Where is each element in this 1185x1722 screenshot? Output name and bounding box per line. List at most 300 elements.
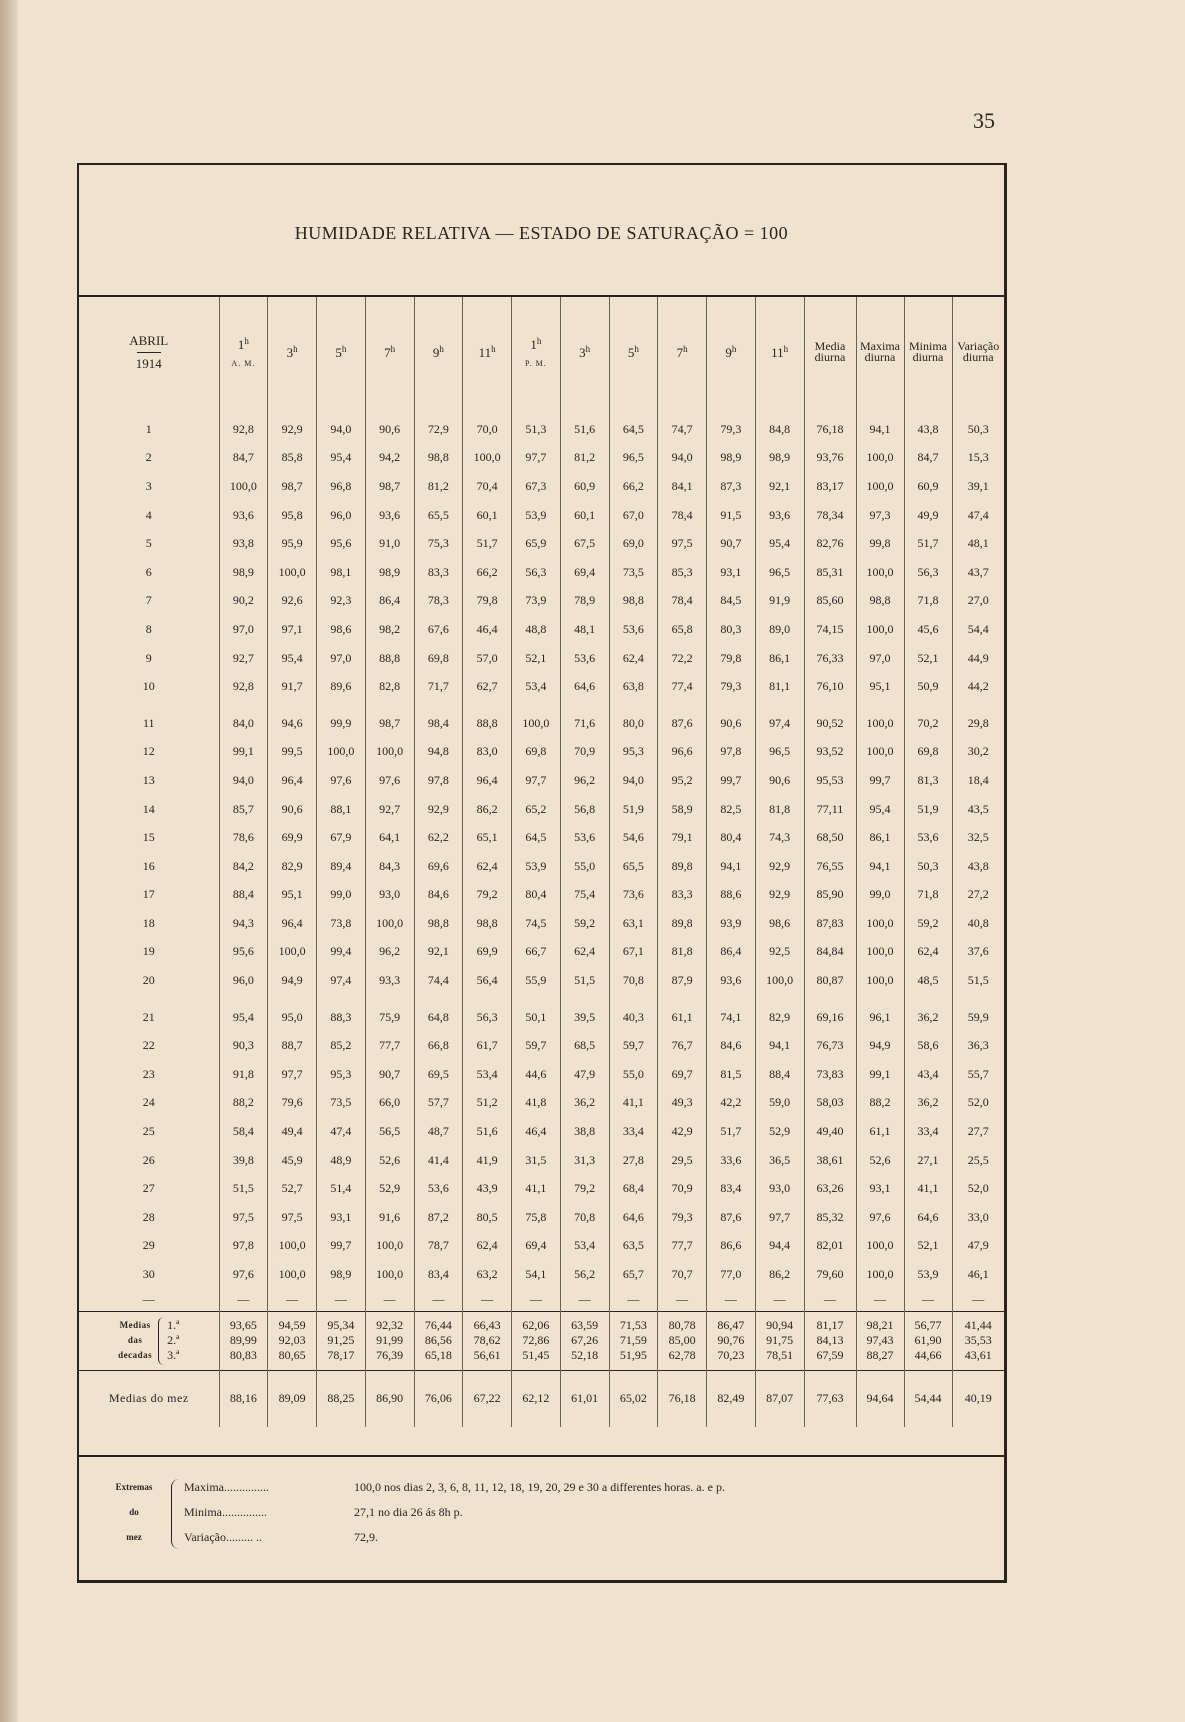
value-cell: 75,8	[512, 1203, 561, 1232]
value-cell: 93,0	[755, 1174, 804, 1203]
value-cell: 54,4	[952, 615, 1004, 644]
table-row	[79, 587, 1004, 616]
hour-header: 1$^h$ P. M.	[512, 297, 561, 407]
value-cell: 79,60	[804, 1260, 856, 1289]
value-cell: 71,8	[904, 881, 952, 910]
value-cell: 57,7	[414, 1089, 463, 1118]
value-cell: 27,0	[952, 587, 1004, 616]
value-cell: 47,9	[560, 1060, 609, 1089]
value-cell: 96,2	[560, 766, 609, 795]
value-cell: 90,6	[707, 709, 756, 738]
value-cell: 86,6	[707, 1232, 756, 1261]
value-cell: 82,76	[804, 529, 856, 558]
table-row	[79, 644, 1004, 673]
day-cell: 7	[145, 593, 152, 608]
value-cell: 95,4	[219, 1003, 268, 1032]
value-cell: 64,6	[560, 672, 609, 701]
value-cell: 92,7	[365, 795, 414, 824]
value-cell: 95,4	[755, 529, 804, 558]
value-cell: 100,0	[268, 1260, 317, 1289]
extrema-minima-value: 27,1 no dia 26 ás 8h p.	[354, 1505, 463, 1519]
value-cell: 73,8	[317, 909, 366, 938]
day-cell: 21	[142, 1009, 155, 1024]
value-cell: 81,3	[904, 766, 952, 795]
value-cell: 92,8	[219, 672, 268, 701]
value-cell: 100,0	[755, 966, 804, 995]
value-cell: 77,0	[707, 1260, 756, 1289]
value-cell: 69,8	[904, 738, 952, 767]
value-cell: 69,16	[804, 1003, 856, 1032]
value-cell: 41,8	[512, 1089, 561, 1118]
value-cell: 90,6	[268, 795, 317, 824]
value-cell: 45,6	[904, 615, 952, 644]
value-cell: 98,6	[317, 615, 366, 644]
value-cell: 61,1	[856, 1117, 904, 1146]
value-cell: 42,9	[658, 1117, 707, 1146]
value-cell: 53,4	[560, 1232, 609, 1261]
value-cell: 73,6	[609, 881, 658, 910]
value-cell: 66,8	[414, 1031, 463, 1060]
value-cell: 81,5	[707, 1060, 756, 1089]
value-cell: 59,9	[952, 1003, 1004, 1032]
value-cell: 85,8	[268, 444, 317, 473]
table-row	[79, 501, 1004, 530]
value-cell: 84,6	[707, 1031, 756, 1060]
value-cell: 59,7	[512, 1031, 561, 1060]
value-cell: 65,5	[609, 852, 658, 881]
value-cell: 62,4	[463, 852, 512, 881]
value-cell: 86,4	[365, 587, 414, 616]
value-cell: 86,2	[755, 1260, 804, 1289]
value-cell: 95,4	[856, 795, 904, 824]
value-cell: 51,9	[904, 795, 952, 824]
value-cell: 52,7	[268, 1174, 317, 1203]
value-cell: 79,1	[658, 823, 707, 852]
value-cell: 96,4	[268, 909, 317, 938]
mes-label: Medias do mez	[79, 1370, 219, 1427]
value-cell: 60,9	[560, 472, 609, 501]
value-cell: 100,0	[268, 558, 317, 587]
value-cell: 43,5	[952, 795, 1004, 824]
table-row	[79, 881, 1004, 910]
table-row	[79, 415, 1004, 444]
value-cell: 51,4	[317, 1174, 366, 1203]
value-cell: 84,7	[904, 444, 952, 473]
value-cell: 54,6	[609, 823, 658, 852]
value-cell: 85,2	[317, 1031, 366, 1060]
value-cell: 30,2	[952, 738, 1004, 767]
table-row	[79, 852, 1004, 881]
value-cell: 100,0	[856, 472, 904, 501]
mes-cell: 40,19	[952, 1370, 1004, 1427]
table-row	[79, 1203, 1004, 1232]
value-cell: 97,1	[268, 615, 317, 644]
table-row	[79, 1060, 1004, 1089]
value-cell: 100,0	[365, 1232, 414, 1261]
value-cell: 74,7	[658, 415, 707, 444]
value-cell: 92,1	[755, 472, 804, 501]
value-cell: 79,8	[707, 644, 756, 673]
value-cell: 100,0	[856, 615, 904, 644]
value-cell: 93,76	[804, 444, 856, 473]
value-cell: 98,2	[365, 615, 414, 644]
value-cell: 27,8	[609, 1146, 658, 1175]
value-cell: 99,0	[856, 881, 904, 910]
value-cell: 94,3	[219, 909, 268, 938]
value-cell: 31,3	[560, 1146, 609, 1175]
value-cell: 77,4	[658, 672, 707, 701]
value-cell: 67,9	[317, 823, 366, 852]
value-cell: 48,8	[512, 615, 561, 644]
value-cell: 69,8	[512, 738, 561, 767]
value-cell: 83,3	[414, 558, 463, 587]
table-row	[79, 909, 1004, 938]
value-cell: 96,4	[268, 766, 317, 795]
value-cell: 87,83	[804, 909, 856, 938]
value-cell: 70,4	[463, 472, 512, 501]
value-cell: 56,4	[463, 966, 512, 995]
mes-cell: 86,90	[365, 1370, 414, 1427]
value-cell: 69,4	[512, 1232, 561, 1261]
value-cell: 92,3	[317, 587, 366, 616]
value-cell: 43,7	[952, 558, 1004, 587]
hour-header: 9$^h$	[414, 297, 463, 407]
value-cell: 53,4	[463, 1060, 512, 1089]
value-cell: 93,6	[707, 966, 756, 995]
value-cell: 83,0	[463, 738, 512, 767]
value-cell: 80,87	[804, 966, 856, 995]
value-cell: 100,0	[317, 738, 366, 767]
table-row	[79, 766, 1004, 795]
table-row	[79, 672, 1004, 701]
value-cell: 98,4	[414, 709, 463, 738]
value-cell: 73,83	[804, 1060, 856, 1089]
value-cell: 85,3	[658, 558, 707, 587]
value-cell: 94,0	[317, 415, 366, 444]
value-cell: 70,8	[609, 966, 658, 995]
hour-header: 11$^h$	[463, 297, 512, 407]
day-cell: 1	[145, 421, 152, 436]
value-cell: 52,1	[512, 644, 561, 673]
value-cell: 100,0	[463, 444, 512, 473]
extremas-brace	[171, 1479, 180, 1549]
value-cell: 85,90	[804, 881, 856, 910]
value-cell: 77,11	[804, 795, 856, 824]
value-cell: 47,4	[952, 501, 1004, 530]
value-cell: 88,8	[463, 709, 512, 738]
value-cell: 92,5	[755, 938, 804, 967]
day-cell: 4	[145, 507, 152, 522]
value-cell: 91,0	[365, 529, 414, 558]
value-cell: 62,4	[609, 644, 658, 673]
value-cell: 100,0	[856, 966, 904, 995]
value-cell: 87,6	[707, 1203, 756, 1232]
extrema-variacao-value: 72,9.	[354, 1530, 378, 1544]
value-cell: 37,6	[952, 938, 1004, 967]
decada-cell: 76,44 86,56 65,18	[414, 1311, 463, 1370]
value-cell: 39,5	[560, 1003, 609, 1032]
value-cell: 83,3	[658, 881, 707, 910]
value-cell: 89,8	[658, 852, 707, 881]
value-cell: 36,3	[952, 1031, 1004, 1060]
value-cell: 51,2	[463, 1089, 512, 1118]
value-cell: 50,9	[904, 672, 952, 701]
extremas-label: Extremas do mez	[115, 1482, 153, 1542]
value-cell: 82,9	[755, 1003, 804, 1032]
table-row	[79, 558, 1004, 587]
value-cell: 93,1	[317, 1203, 366, 1232]
value-cell: 46,1	[952, 1260, 1004, 1289]
mes-cell: 77,63	[804, 1370, 856, 1427]
maxima-header: Maxima diurna	[856, 297, 904, 407]
value-cell: 51,5	[952, 966, 1004, 995]
value-cell: 65,8	[658, 615, 707, 644]
value-cell: 41,9	[463, 1146, 512, 1175]
value-cell: 48,7	[414, 1117, 463, 1146]
value-cell: 79,3	[658, 1203, 707, 1232]
value-cell: 95,53	[804, 766, 856, 795]
value-cell: 97,4	[755, 709, 804, 738]
value-cell: 50,1	[512, 1003, 561, 1032]
value-cell: 70,8	[560, 1203, 609, 1232]
minima-header: Minima diurna	[904, 297, 952, 407]
value-cell: 78,7	[414, 1232, 463, 1261]
value-cell: 79,6	[268, 1089, 317, 1118]
variacao-header: Variação diurna	[952, 297, 1004, 407]
value-cell: 97,3	[856, 501, 904, 530]
day-cell: 22	[142, 1038, 155, 1053]
value-cell: 66,0	[365, 1089, 414, 1118]
value-cell: 97,5	[658, 529, 707, 558]
value-cell: 94,0	[609, 766, 658, 795]
value-cell: 97,0	[317, 644, 366, 673]
value-cell: 96,4	[463, 766, 512, 795]
value-cell: 46,4	[463, 615, 512, 644]
value-cell: 93,8	[219, 529, 268, 558]
value-cell: 94,1	[856, 852, 904, 881]
decada-cell: 98,21 97,43 88,27	[856, 1311, 904, 1370]
media-header: Media diurna	[804, 297, 856, 407]
value-cell: 68,50	[804, 823, 856, 852]
value-cell: 94,0	[658, 444, 707, 473]
mes-cell: 94,64	[856, 1370, 904, 1427]
value-cell: 65,7	[609, 1260, 658, 1289]
value-cell: 74,4	[414, 966, 463, 995]
value-cell: 75,4	[560, 881, 609, 910]
mes-cell: 65,02	[609, 1370, 658, 1427]
value-cell: 33,6	[707, 1146, 756, 1175]
decada-cell: 81,17 84,13 67,59	[804, 1311, 856, 1370]
value-cell: 90,6	[365, 415, 414, 444]
value-cell: 69,9	[463, 938, 512, 967]
value-cell: 96,2	[365, 938, 414, 967]
value-cell: 59,0	[755, 1089, 804, 1118]
decada-cell: 93,65 89,99 80,83	[219, 1311, 268, 1370]
value-cell: 95,1	[268, 881, 317, 910]
day-cell: 26	[142, 1152, 155, 1167]
value-cell: 39,1	[952, 472, 1004, 501]
value-cell: 82,8	[365, 672, 414, 701]
value-cell: 51,3	[512, 415, 561, 444]
hour-header: 5$^h$	[609, 297, 658, 407]
value-cell: 100,0	[512, 709, 561, 738]
value-cell: 92,9	[755, 881, 804, 910]
value-cell: 55,0	[609, 1060, 658, 1089]
value-cell: 62,4	[560, 938, 609, 967]
value-cell: 70,7	[658, 1260, 707, 1289]
value-cell: 94,4	[755, 1232, 804, 1261]
value-cell: 98,8	[609, 587, 658, 616]
table-row	[79, 1260, 1004, 1289]
value-cell: 90,52	[804, 709, 856, 738]
value-cell: 95,0	[268, 1003, 317, 1032]
table-row	[79, 738, 1004, 767]
mes-cell: 62,12	[512, 1370, 561, 1427]
value-cell: 56,8	[560, 795, 609, 824]
value-cell: 67,3	[512, 472, 561, 501]
mes-cell: 67,22	[463, 1370, 512, 1427]
value-cell: 64,1	[365, 823, 414, 852]
value-cell: 32,5	[952, 823, 1004, 852]
value-cell: 74,5	[512, 909, 561, 938]
value-cell: 67,6	[414, 615, 463, 644]
value-cell: 76,73	[804, 1031, 856, 1060]
value-cell: 93,6	[219, 501, 268, 530]
value-cell: 66,2	[463, 558, 512, 587]
value-cell: 59,2	[904, 909, 952, 938]
value-cell: 95,4	[268, 644, 317, 673]
value-cell: 96,5	[609, 444, 658, 473]
value-cell: 84,3	[365, 852, 414, 881]
value-cell: 93,52	[804, 738, 856, 767]
value-cell: 98,8	[463, 909, 512, 938]
value-cell: 79,3	[707, 672, 756, 701]
value-cell: 41,1	[904, 1174, 952, 1203]
decada-cell: 63,59 67,26 52,18	[560, 1311, 609, 1370]
value-cell: 90,3	[219, 1031, 268, 1060]
value-cell: 77,7	[365, 1031, 414, 1060]
value-cell: 84,2	[219, 852, 268, 881]
value-cell: 50,3	[904, 852, 952, 881]
table-row	[79, 472, 1004, 501]
value-cell: 84,0	[219, 709, 268, 738]
hour-header: 3$^h$	[560, 297, 609, 407]
value-cell: 89,0	[755, 615, 804, 644]
day-cell: 5	[145, 536, 152, 551]
value-cell: 87,2	[414, 1203, 463, 1232]
value-cell: 67,1	[609, 938, 658, 967]
value-cell: 78,34	[804, 501, 856, 530]
value-cell: 38,61	[804, 1146, 856, 1175]
value-cell: 78,9	[560, 587, 609, 616]
value-cell: 18,4	[952, 766, 1004, 795]
value-cell: 85,7	[219, 795, 268, 824]
value-cell: 82,5	[707, 795, 756, 824]
value-cell: 71,8	[904, 587, 952, 616]
value-cell: 60,1	[560, 501, 609, 530]
value-cell: 74,3	[755, 823, 804, 852]
value-cell: 69,4	[560, 558, 609, 587]
value-cell: 99,0	[317, 881, 366, 910]
value-cell: 53,4	[512, 672, 561, 701]
value-cell: 72,2	[658, 644, 707, 673]
value-cell: 84,5	[707, 587, 756, 616]
value-cell: 64,6	[609, 1203, 658, 1232]
mes-cell: 88,25	[317, 1370, 366, 1427]
table-frame	[77, 163, 1007, 1583]
value-cell: 53,6	[560, 644, 609, 673]
value-cell: 82,9	[268, 852, 317, 881]
value-cell: 69,6	[414, 852, 463, 881]
value-cell: 93,3	[365, 966, 414, 995]
value-cell: 97,5	[219, 1203, 268, 1232]
value-cell: 98,9	[317, 1260, 366, 1289]
value-cell: 69,7	[658, 1060, 707, 1089]
value-cell: 100,0	[365, 1260, 414, 1289]
value-cell: 98,1	[317, 558, 366, 587]
value-cell: 98,8	[414, 909, 463, 938]
value-cell: 92,9	[755, 852, 804, 881]
value-cell: 91,6	[365, 1203, 414, 1232]
table-title: HUMIDADE RELATIVA — ESTADO DE SATURAÇÃO = 100	[294, 223, 789, 243]
value-cell: 100,0	[219, 472, 268, 501]
hour-header: 1$^h$ A. M.	[219, 297, 268, 407]
value-cell: 53,6	[560, 823, 609, 852]
value-cell: 92,8	[219, 415, 268, 444]
value-cell: 100,0	[856, 909, 904, 938]
value-cell: 96,0	[317, 501, 366, 530]
value-cell: 83,4	[707, 1174, 756, 1203]
table-row	[79, 615, 1004, 644]
value-cell: 100,0	[856, 738, 904, 767]
value-cell: 56,3	[512, 558, 561, 587]
value-cell: 81,2	[560, 444, 609, 473]
value-cell: 96,5	[755, 558, 804, 587]
value-cell: 86,1	[856, 823, 904, 852]
table-row	[79, 1031, 1004, 1060]
value-cell: 27,1	[904, 1146, 952, 1175]
value-cell: 100,0	[856, 1232, 904, 1261]
value-cell: 69,5	[414, 1060, 463, 1089]
value-cell: 54,1	[512, 1260, 561, 1289]
value-cell: 44,6	[512, 1060, 561, 1089]
value-cell: 68,5	[560, 1031, 609, 1060]
value-cell: 51,7	[463, 529, 512, 558]
value-cell: 47,4	[317, 1117, 366, 1146]
value-cell: 63,1	[609, 909, 658, 938]
value-cell: 87,9	[658, 966, 707, 995]
value-cell: 29,5	[658, 1146, 707, 1175]
value-cell: 94,2	[365, 444, 414, 473]
value-cell: 87,3	[707, 472, 756, 501]
day-cell: 28	[142, 1209, 155, 1224]
value-cell: 78,6	[219, 823, 268, 852]
decada-cell: 56,77 61,90 44,66	[904, 1311, 952, 1370]
mes-row	[79, 1370, 1004, 1427]
value-cell: 99,7	[856, 766, 904, 795]
value-cell: 73,5	[609, 558, 658, 587]
value-cell: 41,1	[512, 1174, 561, 1203]
value-cell: 60,1	[463, 501, 512, 530]
value-cell: 71,6	[560, 709, 609, 738]
value-cell: 90,6	[755, 766, 804, 795]
value-cell: 46,4	[512, 1117, 561, 1146]
value-cell: 48,5	[904, 966, 952, 995]
table-row	[79, 1146, 1004, 1175]
decada-cell: 41,44 35,53 43,61	[952, 1311, 1004, 1370]
mes-cell: 61,01	[560, 1370, 609, 1427]
day-cell: 10	[142, 679, 155, 694]
